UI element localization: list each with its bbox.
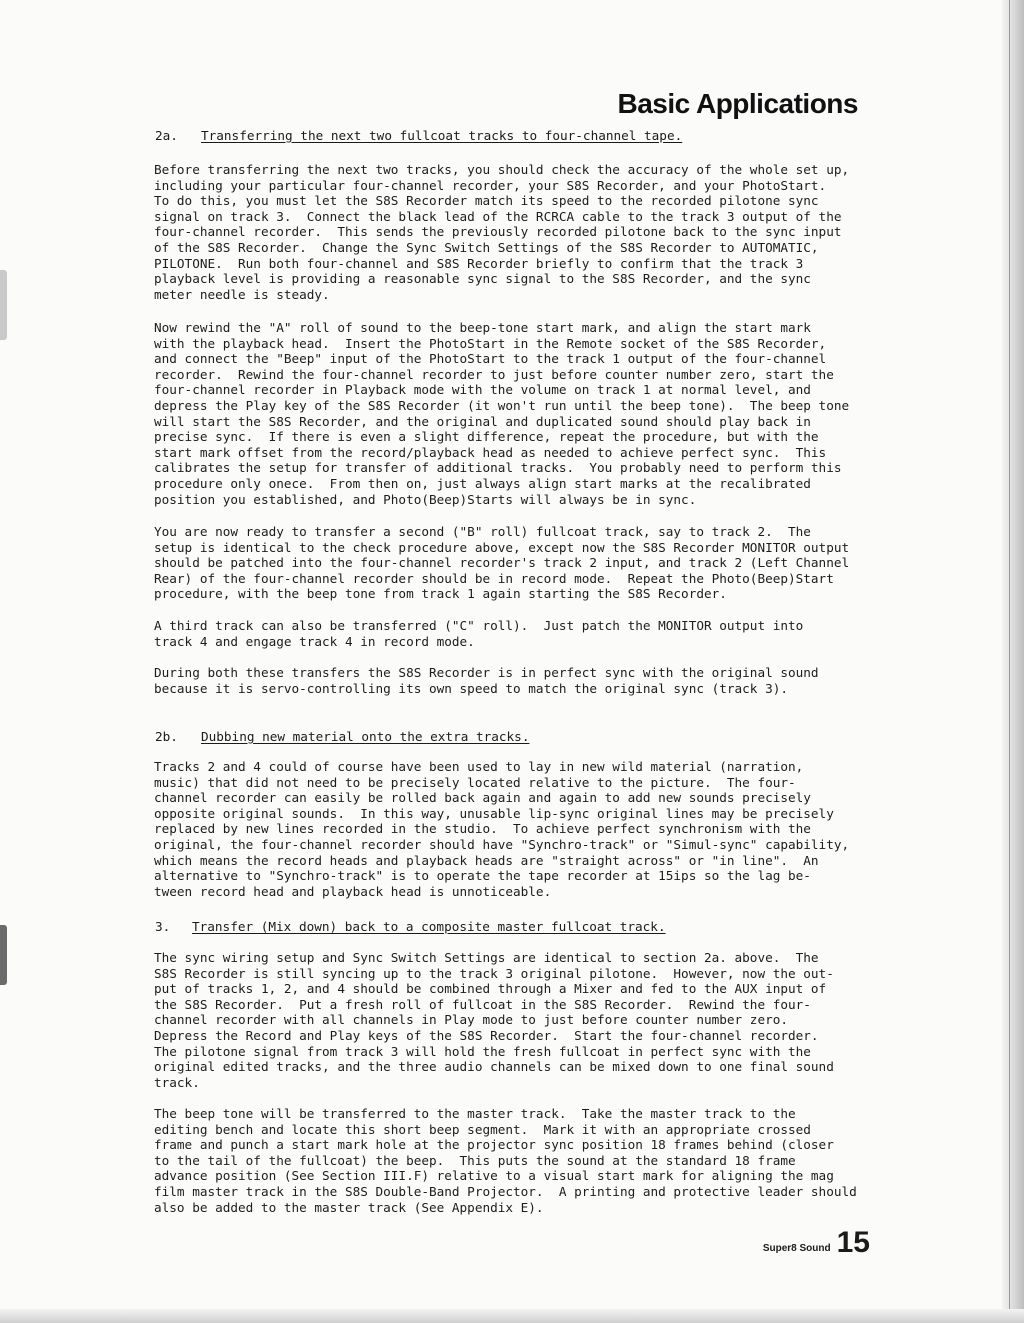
paragraph: Tracks 2 and 4 could of course have been used to lay in new wild material (narration, music) that did not need to be precisely located relative to the picture. The four- channel recorder can easily be rolled back again and again to add new sounds precisely opposite original sounds. In this way, unusable lip-sync original lines may be precisely replaced by new lines recorded in the studio. To achieve perfect synchronism with the original, the four-channel recorder should have "Synchro-track" or "Simul-sync" capability, which means the record heads and playback heads are "straight across" or "in line". An alternative to "Synchro-track" is to operate the tape recorder at 15ips so the lag be- tween record head and playback head is unnoticeable.: [154, 759, 850, 899]
page-number: 15: [836, 1226, 870, 1259]
section-number: 3.: [155, 919, 171, 934]
page-bottom-edge: [0, 1309, 1024, 1323]
binding-hole-mark: [0, 270, 7, 340]
section-number: 2b.: [155, 729, 178, 744]
page-footer: [763, 1228, 870, 1258]
paragraph: The beep tone will be transferred to the master track. Take the master track to the editing bench and locate this short beep segment. Mark it with an appropriate crossed frame and punch a start mark hole at the projector sync position 18 frames behind (closer to the tail of the fullcoat) the beep. This puts the sound at the standard 18 frame advance position (See Section III.F) relative to a visual start mark for aligning the mag film master track in the S8S Double-Band Projector. A printing and protective leader should also be added to the master track (See Appendix E).: [154, 1106, 857, 1215]
paragraph: Before transferring the next two tracks, you should check the accuracy of the whole set up, including your particular four-channel recorder, your S8S Recorder, and your PhotoStart. To do this, you must let the S8S Recorder match its speed to the recorded pilotone sync signal on track 3. Connect the black lead of the RCRCA cable to the track 3 output of the four-channel recorder. This sends the previously recorded pilotone back to the sync input of the S8S Recorder. Change the Sync Switch Settings of the S8S Recorder to AUTOMATIC, PILOTONE. Run both four-channel and S8S Recorder briefly to confirm that the track 3 playback level is providing a reasonable sync signal to the S8S Recorder, and the sync meter needle is steady.: [154, 162, 850, 302]
paragraph: A third track can also be transferred ("C" roll). Just patch the MONITOR output into track 4 and engage track 4 in record mode.: [154, 618, 804, 649]
page-header-title: Basic Applications: [617, 88, 858, 119]
page-edge-shadow: [1002, 0, 1024, 1323]
paragraph: Now rewind the "A" roll of sound to the beep-tone start mark, and align the start mark with the playback head. Insert the PhotoStart in the Remote socket of the S8S Recorder, and connect the "Beep" input of the PhotoStart to the track 1 output of the four-channel recorder. Rewind the four-channel recorder to just before counter number zero, start the four-channel recorder in Playback mode with the volume on track 1 at normal level, and depress the Play key of the S8S Recorder (it won't run until the beep tone). The beep tone will start the S8S Recorder, and the original and duplicated sound should play back in precise sync. If there is even a slight difference, repeat the procedure, but with the start mark offset from the record/playback head as needed to achieve perfect sync. This calibrates the setup for transfer of additional tracks. You probably need to perform this procedure only onece. From then on, just always align start marks at the recalibrated position you established, and Photo(Beep)Starts will always be in sync.: [154, 320, 850, 507]
section-title: Transferring the next two fullcoat tracks to four-channel tape.: [201, 128, 683, 143]
section-title: Dubbing new material onto the extra tracks.: [201, 729, 530, 744]
footer-brand: Super8 Sound: [762, 1243, 831, 1254]
section-title: Transfer (Mix down) back to a composite master fullcoat track.: [192, 919, 666, 934]
section-heading-2b: [155, 729, 529, 745]
paragraph: You are now ready to transfer a second ("B" roll) fullcoat track, say to track 2. The setup is identical to the check procedure above, except now the S8S Recorder MONITOR output should be patched into the four-channel recorder's track 2 input, and track 2 (Left Channel Rear) of the four-channel recorder should be in record mode. Repeat the Photo(Beep)Start procedure, with the beep tone from track 1 again starting the S8S Recorder.: [154, 524, 850, 602]
section-heading-3: [155, 919, 666, 935]
paragraph: During both these transfers the S8S Recorder is in perfect sync with the original sound because it is servo-controlling its own speed to match the original sync (track 3).: [154, 665, 819, 696]
paragraph: The sync wiring setup and Sync Switch Settings are identical to section 2a. above. The S8S Recorder is still syncing up to the track 3 original pilotone. However, now the out- put of tracks 1, 2, and 4 should be combined through a Mixer and fed to the AUX input of the S8S Recorder. Put a fresh roll of fullcoat in the S8S Recorder. Rewind the four- channel recorder with all channels in Play mode to just before counter number zero. Depress the Record and Play keys of the S8S Recorder. Start the four-channel recorder. The pilotone signal from track 3 will hold the fresh fullcoat in perfect sync with the original edited tracks, and the three audio channels can be mixed down to one final sound track.: [154, 950, 834, 1090]
section-number: 2a.: [155, 128, 178, 143]
section-heading-2a: [155, 128, 682, 144]
page-edge-line: [1009, 0, 1010, 1323]
binding-clip-mark: [0, 925, 7, 985]
